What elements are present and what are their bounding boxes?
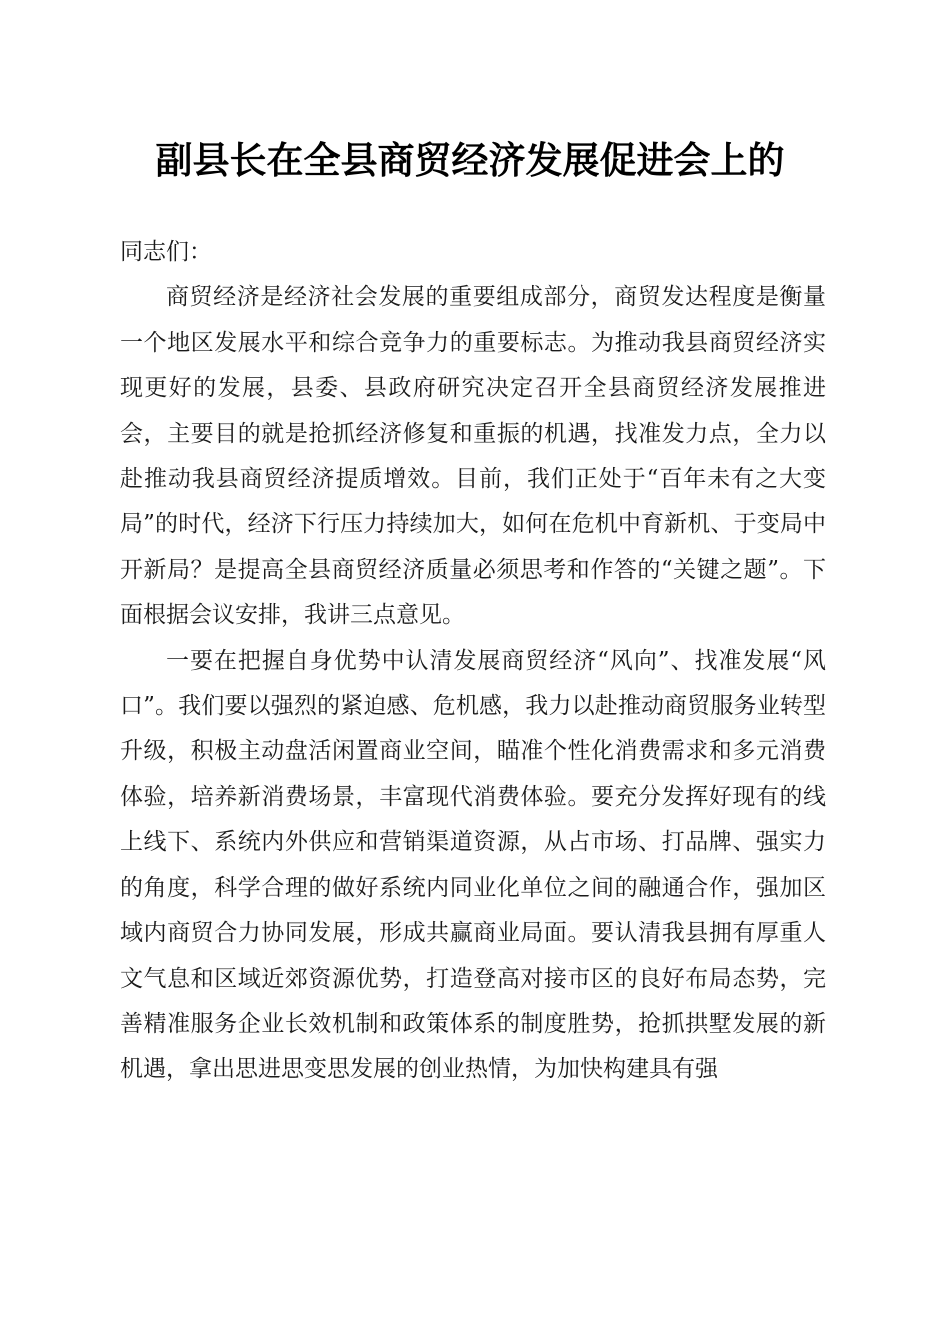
paragraph-intro: 商贸经济是经济社会发展的重要组成部分，商贸发达程度是衡量一个地区发展水平和综合竞争力的重要标志。为推动我县商贸经济实现更好的发展，县委、县政府研究决定召开全县商贸经济发展推进会，主要目的就是抢抓经济修复和重振的机遇，找准发力点，全力以赴推动我县商贸经济提质增效。目前，我们正处于“百年未有之大变局”的时代，经济下行压力持续加大，如何在危机中育新机、于变局中开新局？是提高全县商贸经济质量必须思考和作答的“关键之题”。下面根据会议安排，我讲三点意见。: [120, 284, 826, 629]
document-title: 副县长在全县商贸经济发展促进会上的: [155, 138, 785, 182]
salutation: 同志们：: [120, 239, 212, 265]
document-body: [120, 230, 826, 1093]
paragraph-point-one: 一要在把握自身优势中认清发展商贸经济“风向”、找准发展“风口”。我们要以强烈的紧迫感、危机感，我力以赴推动商贸服务业转型升级，积极主动盘活闲置商业空间，瞄准个性化消费需求和多元消费体验，培养新消费场景，丰富现代消费体验。要充分发挥好现有的线上线下、系统内外供应和营销渠道资源，从占市场、打品牌、强实力的角度，科学合理的做好系统内同业化单位之间的融通合作，强加区域内商贸合力协同发展，形成共赢商业局面。要认清我县拥有厚重人文气息和区域近郊资源优势，打造登高对接市区的良好布局态势，完善精准服务企业长效机制和政策体系的制度胜势，抢抓拱墅发展的新机遇，拿出思进思变思发展的创业热情，为加快构建具有强: [120, 647, 826, 1083]
